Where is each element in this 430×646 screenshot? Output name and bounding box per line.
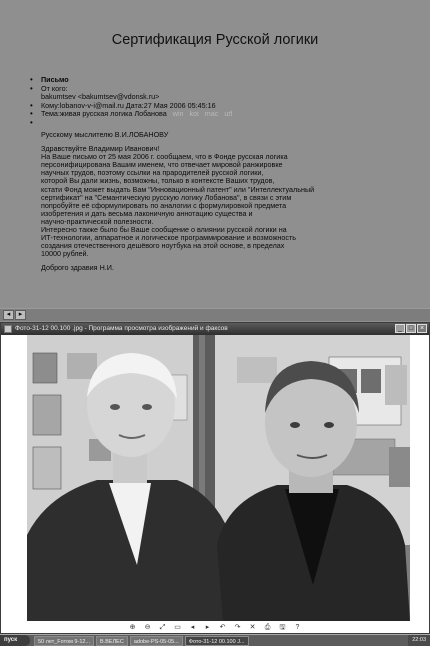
header-item-subject	[30, 110, 426, 119]
rotate-left-icon[interactable]: ↶	[219, 623, 226, 631]
delete-icon[interactable]: ✕	[249, 623, 256, 631]
best-fit-icon[interactable]: ⤢	[159, 623, 166, 631]
viewer-titlebar[interactable]	[1, 323, 429, 335]
next-image-icon[interactable]: ▸	[205, 623, 210, 631]
from-field: От кого: bakumtsev <bakumtsev@vdonsk.ru>	[41, 83, 160, 102]
scroll-right-icon[interactable]: ▸	[15, 310, 26, 320]
encoding-links	[169, 109, 233, 118]
photo-image	[27, 335, 410, 621]
zoom-in-icon[interactable]: ⊕	[129, 623, 136, 631]
minimize-button[interactable]: _	[395, 324, 405, 333]
letter-signature: Доброго здравия Н.И.	[41, 263, 114, 273]
encoding-link-mac[interactable]: mac	[204, 109, 219, 119]
taskbar-item[interactable]: В.ВЕЛЕС	[96, 636, 128, 646]
email-header-list	[30, 76, 426, 119]
letter-text: Здравствуйте Владимир Иванович! На Ваше письмо от 25 мая 2006 г. сообщаем, что в Фонде русская логика персонифицирована Вашим именем, что отвечает мировой ранжировке научных трудов, поэтому ссылки на прародителей русской логики, которой Вы дали жизнь, возможны, только в контексте Ваших трудов, кстати Фонд может выдать Вам "Инновационный патент" или "Интеллектуальный сертификат" на "Семантическую русскую логику Лобанова", в связи с этим попробуйте её сформулировать по аналогии с формулировкой предмета изобретения и дать весьма лаконичную аннотацию существа и научно-практической полезности. Интересно также было бы Ваше сообщение о влиянии русской логики на ИТ-технологии, аппаратное и логическое программирование и возможность создания отечественного дешёвого ноутбука на этой основе, в пределах 10000 рублей.	[41, 144, 315, 259]
zoom-out-icon[interactable]: ⊖	[144, 623, 151, 631]
letter-greeting: Русскому мыслителю В.И.ЛОБАНОВУ	[41, 130, 169, 139]
taskbar-item[interactable]: adobe-PS-05-05...	[130, 636, 183, 646]
maximize-button[interactable]: □	[406, 324, 416, 333]
rotate-right-icon[interactable]: ↷	[234, 623, 241, 631]
photo	[27, 335, 410, 621]
print-icon[interactable]: ⎙	[264, 623, 271, 631]
subject-field: Тема:живая русская логика Лобанова	[41, 109, 167, 119]
scroll-left-icon[interactable]: ◂	[3, 310, 14, 320]
header-item-from	[30, 85, 426, 102]
taskbar-item[interactable]: 50 лет_Fотом 9-12...	[34, 636, 94, 646]
app-icon	[4, 325, 12, 333]
image-viewer-window	[0, 322, 430, 634]
save-icon[interactable]: 🖫	[279, 623, 286, 631]
window-title: Фото-31-12 00.100 .jpg - Программа просмотра изображений и факсов	[15, 325, 228, 332]
encoding-link-koi[interactable]: koi	[189, 109, 199, 119]
encoding-link-utf[interactable]: utf	[224, 109, 233, 119]
header-item-letter	[30, 76, 426, 85]
window-controls	[395, 324, 427, 333]
horizontal-scrollbar[interactable]	[0, 308, 430, 321]
help-icon[interactable]: ?	[295, 623, 300, 631]
tray-clock: 22:03	[408, 635, 430, 646]
start-button[interactable]: пуск	[0, 635, 30, 646]
encoding-link-win[interactable]: win	[172, 109, 184, 119]
page-title: Сертификация Русской логики	[111, 32, 319, 48]
actual-size-icon[interactable]: ▭	[174, 623, 181, 631]
header-item-label: Письмо	[41, 75, 69, 84]
letter-body	[41, 131, 421, 273]
previous-image-icon[interactable]: ◂	[190, 623, 195, 631]
viewer-toolbar	[1, 621, 429, 633]
taskbar	[0, 634, 430, 646]
to-date-field: Кому:lobanov-v-i@mail.ru Дата:27 Мая 2006 05:45:16	[41, 100, 216, 110]
close-button[interactable]: ×	[417, 324, 427, 333]
taskbar-item-active[interactable]: Фото-31-12 00.100 J...	[185, 636, 249, 646]
email-document	[0, 0, 430, 313]
